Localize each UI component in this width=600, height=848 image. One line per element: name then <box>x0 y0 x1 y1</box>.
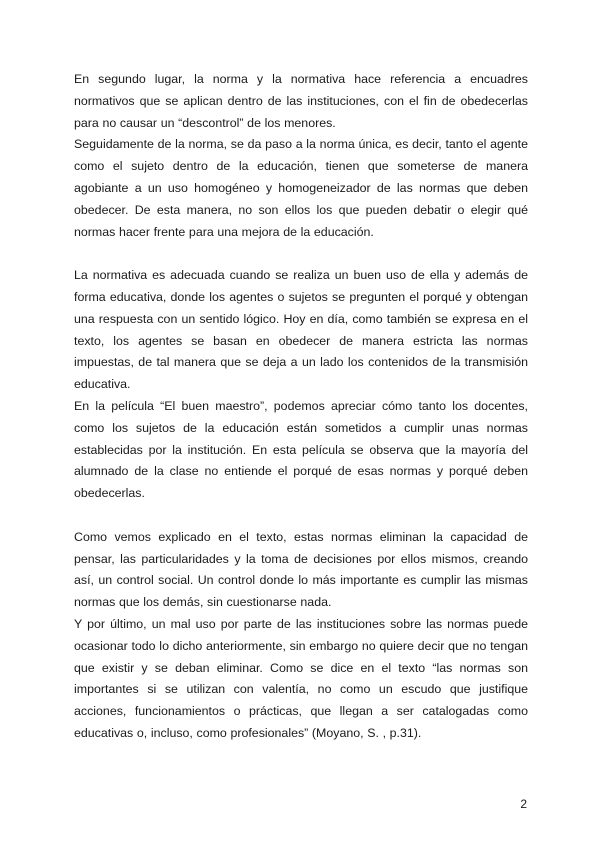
paragraph-2: Seguidamente de la norma, se da paso a la norma única, es decir, tanto el agente como el sujeto dentro de la educación, tienen que someterse de manera agobiante a un uso homogéneo y homogeneizador de las normas que deben obedecer. De esta manera, no son ellos los que pueden debatir o elegir qué normas hacer frente para una mejora de la educación. <box>74 137 528 239</box>
page-number: 2 <box>520 797 527 811</box>
paragraph-6: Y por último, un mal uso por parte de las instituciones sobre las normas puede ocasionar todo lo dicho anteriormente, sin embargo no quiere decir que no tengan que existir y se deban eliminar. Como se dice en el texto “las normas son importantes si se utilizan con valentía, no como un escudo que justifique acciones, funcionamientos o prácticas, que llegan a ser catalogadas como educativas o, incluso, como profesionales” (Moyano, S. , p.31). <box>74 616 528 740</box>
paragraph-gap <box>74 243 528 265</box>
paragraph-gap <box>74 505 528 527</box>
paragraph-1: En segundo lugar, la norma y la normativa hace referencia a encuadres normativos que se aplican dentro de las instituciones, con el fin de obedecerlas para no causar un “descontrol” de los menores. <box>74 72 528 130</box>
paragraph-3: La normativa es adecuada cuando se realiza un buen uso de ella y además de forma educativa, donde los agentes o sujetos se pregunten el porqué y obtengan una respuesta con un sentido lógico. Hoy en día, como también se expresa en el texto, los agentes se basan en obedecer de manera estricta las normas impuestas, de tal manera que se deja a un lado los contenidos de la transmisión educativa. <box>74 268 528 392</box>
paragraph-5: Como vemos explicado en el texto, estas normas eliminan la capacidad de pensar, las particularidades y la toma de decisiones por ellos mismos, creando así, un control social. Un control donde lo más importante es cumplir las mismas normas que los demás, sin cuestionarse nada. <box>74 529 528 610</box>
paragraph-4: En la película “El buen maestro”, podemos apreciar cómo tanto los docentes, como los sujetos de la educación están sometidos a cumplir unas normas establecidas por la institución. En esta película se observa que la mayoría del alumnado de la clase no entiende el porqué de esas normas y porqué deben obedecerlas. <box>74 398 528 501</box>
document-body <box>74 69 528 745</box>
